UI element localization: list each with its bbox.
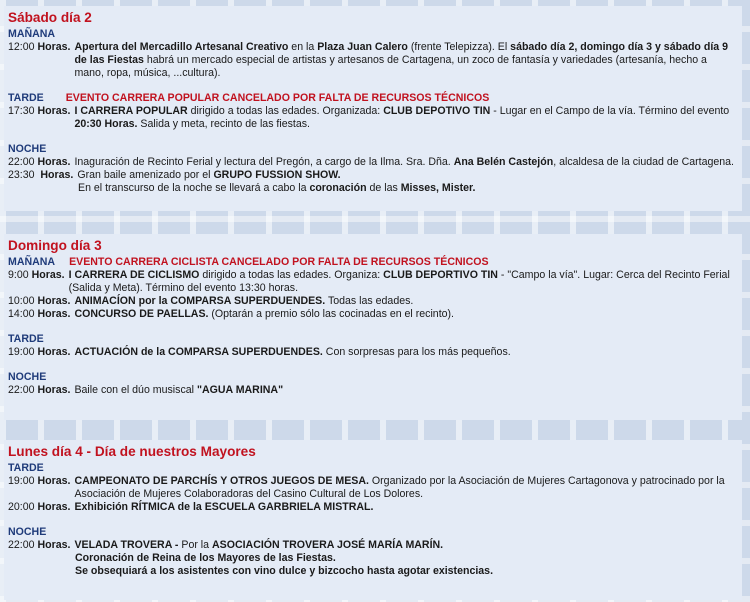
event-time: 19:00 (8, 475, 35, 487)
event-description: Exhibición RÍTMICA de la ESCUELA GARBRIELA MISTRAL. (74, 501, 374, 513)
event-entry (8, 269, 742, 295)
event-time: 10:00 (8, 295, 35, 307)
hours-label: Horas. (40, 169, 74, 181)
event-entry (8, 384, 742, 397)
event-time: 20:00 (8, 501, 35, 513)
hours-label: Horas. (37, 475, 71, 487)
event-description: CONCURSO DE PAELLAS. (Optarán a premio sólo las cocinadas en el recinto). (74, 308, 454, 320)
event-time: 12:00 (8, 41, 35, 53)
cancellation-notice: EVENTO CARRERA POPULAR CANCELADO POR FALTA DE RECURSOS TÉCNICOS (65, 92, 490, 104)
hours-label: Horas. (37, 384, 71, 396)
period-label-tarde: TARDE (8, 333, 44, 345)
day-title-saturday: Sábado día 2 (8, 10, 92, 25)
period-label-noche: NOCHE (8, 143, 47, 155)
section-monday (4, 440, 742, 600)
period-label-noche: NOCHE (8, 371, 47, 383)
period-label-manana: MAÑANA (8, 256, 56, 268)
hours-label: Horas. (37, 41, 71, 53)
event-description: Inaguración de Recinto Ferial y lectura del Pregón, a cargo de la Ilma. Sra. Dña. Ana Belén Castejón, alcaldesa de la ciudad de Cartagena. (74, 156, 734, 168)
event-entry (8, 475, 742, 501)
cancellation-notice: EVENTO CARRERA CICLISTA CANCELADO POR FALTA DE RECURSOS TÉCNICOS (69, 256, 489, 268)
event-description: ACTUACIÓN de la COMPARSA SUPERDUENDES. Con sorpresas para los más pequeños. (74, 346, 511, 358)
event-time: 22:00 (8, 384, 35, 396)
event-entry (8, 156, 742, 169)
event-entry (8, 346, 742, 359)
hours-label: Horas. (37, 346, 71, 358)
event-entry (8, 169, 742, 182)
event-description: Baile con el dúo musiscal "AGUA MARINA" (74, 384, 284, 396)
event-time: 17:30 (8, 105, 35, 117)
section-sunday (4, 234, 742, 420)
event-description: Gran baile amenizado por el GRUPO FUSSION SHOW. (77, 169, 341, 181)
event-time: 14:00 (8, 308, 35, 320)
hours-label: Horas. (37, 501, 71, 513)
hours-label: Horas. (31, 269, 65, 281)
event-note: Se obsequiará a los asistentes con vino dulce y bizcocho hasta agotar existencias. (75, 565, 494, 577)
event-time: 23:30 (8, 169, 35, 181)
event-entry (8, 295, 742, 308)
period-label-tarde: TARDE (8, 92, 44, 104)
event-time: 22:00 (8, 539, 35, 551)
day-title-sunday: Domingo día 3 (8, 238, 102, 253)
event-entry (8, 308, 742, 321)
event-time: 22:00 (8, 156, 35, 168)
event-entry (8, 501, 742, 514)
event-description: VELADA TROVERA - Por la ASOCIACIÓN TROVERA JOSÉ MARÍA MARÍN. (74, 539, 444, 551)
period-label-noche: NOCHE (8, 526, 47, 538)
event-note: Coronación de Reina de los Mayores de las Fiestas. (75, 552, 336, 564)
period-label-tarde: TARDE (8, 462, 44, 474)
hours-label: Horas. (37, 308, 71, 320)
event-description: ANIMACÍON por la COMPARSA SUPERDUENDES. Todas las edades. (74, 295, 414, 307)
hours-label: Horas. (37, 295, 71, 307)
section-saturday (4, 6, 742, 211)
event-description: I CARRERA POPULAR dirigido a todas las edades. Organizada: CLUB DEPOTIVO TIN - Lugar en el Campo de la vía. Término del evento 20:30 Horas. Salida y meta, recinto de las fiestas. (74, 105, 730, 130)
event-time: 19:00 (8, 346, 35, 358)
period-label-manana: MAÑANA (8, 28, 56, 40)
event-time: 9:00 (8, 269, 29, 281)
event-description: CAMPEONATO DE PARCHÍS Y OTROS JUEGOS DE MESA. Organizado por la Asociación de Mujeres Cartagonova y patrocinado por la Asociación de Mujeres Colaboradoras del Casino Cultural de Los Dolores. (74, 475, 725, 500)
event-note: En el transcurso de la noche se llevará a cabo la coronación de las Misses, Mister. (78, 182, 476, 194)
event-entry (8, 539, 742, 552)
event-description: Apertura del Mercadillo Artesanal Creativo en la Plaza Juan Calero (frente Telepizza). El sábado día 2, domingo día 3 y sábado día 9 de las Fiestas habrá un mercado especial de artistas y artesanos de Cartagena, un zoco de fantasía y variedades (artesanía, hecho a mano, ropa, música, ...cultura). (74, 41, 728, 79)
event-entry (8, 41, 742, 80)
event-entry (8, 105, 742, 131)
day-title-monday: Lunes día 4 - Día de nuestros Mayores (8, 444, 256, 459)
hours-label: Horas. (37, 539, 71, 551)
hours-label: Horas. (37, 105, 71, 117)
hours-label: Horas. (37, 156, 71, 168)
event-description: I CARRERA DE CICLISMO dirigido a todas las edades. Organiza: CLUB DEPORTIVO TIN - "Campo la vía". Lugar: Cerca del Recinto Ferial (Salida y Meta). Término del evento 13:30 horas. (68, 269, 730, 294)
